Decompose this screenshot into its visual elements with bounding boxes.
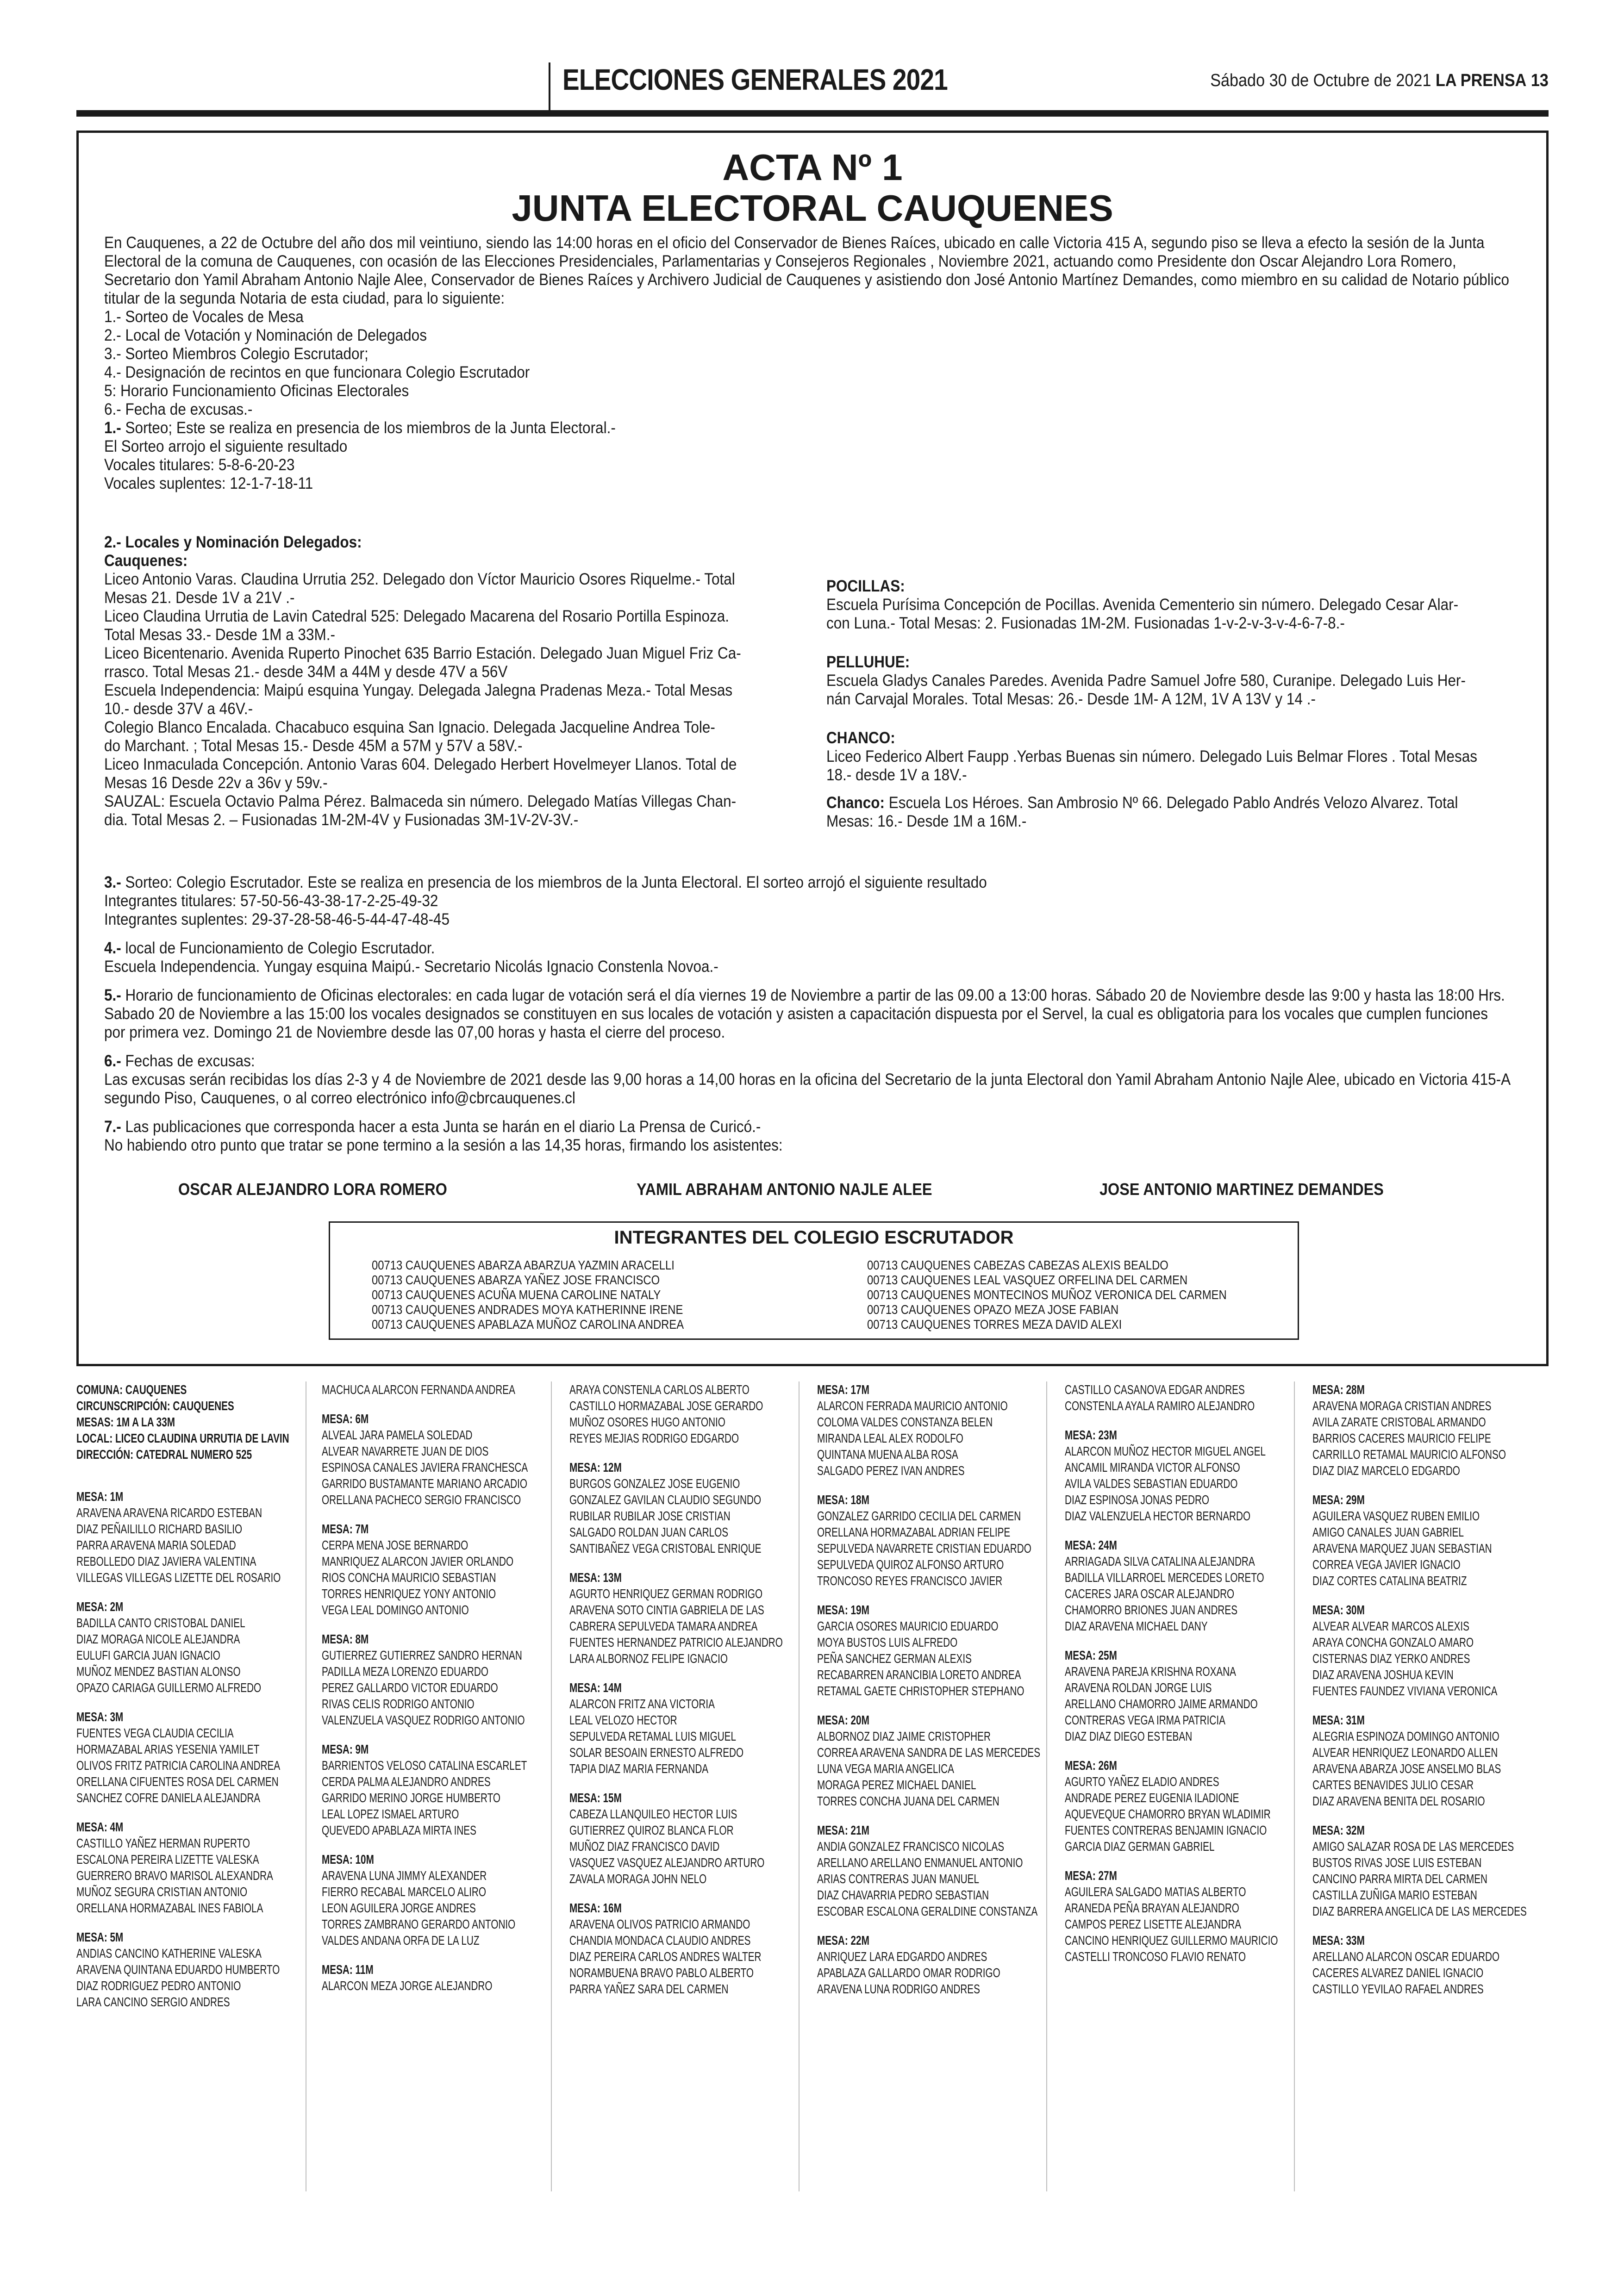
section-4-line: Escuela Independencia. Yungay esquina Maipú.- Secretario Nicolás Ignacio Constenla Novoa.- [104,958,718,976]
commune-line: nán Carvajal Morales. Total Mesas: 26.- Desde 1M- A 12M, 1V A 13V y 14 .- [826,690,1316,708]
agenda-list [104,308,1512,419]
vocal-name: DIAZ VALENZUELA HECTOR BERNARDO [1065,1509,1251,1523]
vocal-name: GARCIA OSORES MAURICIO EDUARDO [817,1619,999,1633]
agenda-item: 5: Horario Funcionamiento Oficinas Electorales [104,382,409,400]
vocal-name: GUTIERREZ GUTIERREZ SANDRO HERNAN [322,1648,522,1662]
vocal-name: TRONCOSO REYES FRANCISCO JAVIER [817,1574,1003,1588]
vocal-name: GUTIERREZ QUIROZ BLANCA FLOR [569,1823,734,1837]
section-2-right [826,577,1543,831]
vocal-name: DIAZ PEÑAILILLO RICHARD BASILIO [76,1522,243,1536]
vocal-name: ESCOBAR ESCALONA GERALDINE CONSTANZA [817,1904,1038,1918]
vocal-name: DIAZ CHAVARRIA PEDRO SEBASTIAN [817,1888,989,1902]
vocal-name: CACERES JARA OSCAR ALEJANDRO [1065,1587,1235,1601]
commune-title: POCILLAS: [826,577,905,595]
vocal-name: ARRIAGADA SILVA CATALINA ALEJANDRA [1065,1554,1255,1568]
mesa-header: MESA: 14M [569,1680,622,1695]
commune-line: Escuela Gladys Canales Paredes. Avenida Padre Samuel Jofre 580, Curanipe. Delegado Luis Her- [826,672,1466,690]
vocal-name: BADILLA CANTO CRISTOBAL DANIEL [76,1616,245,1630]
mesa-header: MESA: 1M [76,1489,124,1504]
vocal-name: OLIVOS FRITZ PATRICIA CAROLINA ANDREA [76,1758,281,1773]
vocal-name: GONZALEZ GAVILAN CLAUDIO SEGUNDO [569,1493,762,1507]
mesa-header: MESA: 2M [76,1599,124,1614]
vocal-name: RETAMAL GAETE CHRISTOPHER STEPHANO [817,1684,1024,1698]
colegio-member: 00713 CAUQUENES ANDRADES MOYA KATHERINNE IRENE [372,1302,683,1317]
vocal-name: CHANDIA MONDACA CLAUDIO ANDRES [569,1933,751,1948]
vocal-name: SEPULVEDA RETAMAL LUIS MIGUEL [569,1729,737,1743]
vocal-name: ANDRADE PEREZ EUGENIA ILADIONE [1065,1791,1239,1805]
vocal-name: FUENTES FAUNDEZ VIVIANA VERONICA [1312,1684,1498,1698]
mesa-header: MESA: 27M [1065,1868,1117,1883]
vocal-name: ALVEAL JARA PAMELA SOLEDAD [322,1428,473,1442]
page-number: 13 [1530,71,1549,90]
section-1-line: El Sorteo arrojo el siguiente resultado [104,437,348,455]
vocal-name: LEAL LOPEZ ISMAEL ARTURO [322,1807,459,1821]
vocal-name: LUNA VEGA MARIA ANGELICA [817,1761,954,1776]
vocal-name: BURGOS GONZALEZ JOSE EUGENIO [569,1476,740,1491]
vocal-name: CASTILLA ZUÑIGA MARIO ESTEBAN [1312,1888,1477,1902]
vocal-name: SANCHEZ COFRE DANIELA ALEJANDRA [76,1791,261,1805]
section-title: ELECCIONES GENERALES 2021 [562,63,948,96]
vocal-name: ARAVENA LUNA JIMMY ALEXANDER [322,1868,487,1883]
vocal-name: PEREZ GALLARDO VICTOR EDUARDO [322,1680,498,1695]
vocal-name: CASTILLO HORMAZABAL JOSE GERARDO [569,1399,763,1413]
mesa-header: MESA: 11M [322,1962,374,1977]
vocal-name: VALENZUELA VASQUEZ RODRIGO ANTONIO [322,1713,525,1727]
vocal-name: VASQUEZ VASQUEZ ALEJANDRO ARTURO [569,1855,765,1870]
mesa-header: MESA: 33M [1312,1933,1365,1948]
section-1: 1.- Sorteo; Este se realiza en presencia de los miembros de la Junta Electoral.- [104,419,616,437]
local-line: Mesas 21. Desde 1V a 21V .- [104,589,295,607]
mesa-header: MESA: 29M [1312,1493,1365,1507]
section-7: 7.- Las publicaciones que corresponda hacer a esta Junta se harán en el diario La Prensa de Curicó.- [104,1118,761,1136]
vocal-name: TAPIA DIAZ MARIA FERNANDA [569,1761,709,1776]
vocal-name: CHAMORRO BRIONES JUAN ANDRES [1065,1603,1238,1617]
vocal-name: ALVEAR NAVARRETE JUAN DE DIOS [322,1444,489,1458]
colegio-member: 00713 CAUQUENES ABARZA ABARZUA YAZMIN ARACELLI [372,1258,675,1272]
vocal-name: GARCIA DIAZ GERMAN GABRIEL [1065,1839,1215,1854]
vocal-name: ARAVENA ROLDAN JORGE LUIS [1065,1680,1212,1695]
vocal-name: CARRILLO RETAMAL MAURICIO ALFONSO [1312,1447,1506,1462]
local-line: dia. Total Mesas 2. – Fusionadas 1M-2M-4V y Fusionadas 3M-1V-2V-3V.- [104,811,579,829]
column-4 [817,1381,1049,1997]
commune-line: Liceo Federico Albert Faupp .Yerbas Buenas sin número. Delegado Luis Belmar Flores . Total Mesas [826,747,1478,765]
mesa-header: MESA: 12M [569,1460,622,1475]
column-5 [1065,1381,1296,1965]
vocal-name: SOLAR BESOAIN ERNESTO ALFREDO [569,1745,744,1760]
vocal-name: ALEGRIA ESPINOZA DOMINGO ANTONIO [1312,1729,1499,1743]
vocal-name: ARELLANO CHAMORRO JAIME ARMANDO [1065,1697,1258,1711]
vocal-name: ALARCON MEZA JORGE ALEJANDRO [322,1979,493,1993]
section-2-title: 2.- Locales y Nominación Delegados: [104,533,362,551]
vocal-name: MIRANDA LEAL ALEX RODOLFO [817,1431,963,1445]
vocal-name: CANCINO PARRA MIRTA DEL CARMEN [1312,1872,1488,1886]
vocal-name: MUÑOZ MENDEZ BASTIAN ALONSO [76,1664,241,1679]
vocal-name: CARTES BENAVIDES JULIO CESAR [1312,1778,1474,1792]
vocal-name: DIAZ BARRERA ANGELICA DE LAS MERCEDES [1312,1904,1527,1918]
vocal-name: CISTERNAS DIAZ YERKO ANDRES [1312,1651,1470,1666]
colegio-title: INTEGRANTES DEL COLEGIO ESCRUTADOR [614,1227,1014,1248]
vocal-name: EULUFI GARCIA JUAN IGNACIO [76,1648,220,1662]
vocal-name: ORELLANA HORMAZABAL INES FABIOLA [76,1901,263,1915]
mesa-header: MESA: 13M [569,1570,622,1585]
column-2 [322,1381,553,1994]
local-line: do Marchant. ; Total Mesas 15.- Desde 45M a 57M y 57V a 58V.- [104,737,523,755]
vocal-name: CASTILLO YEVILAO RAFAEL ANDRES [1312,1982,1484,1996]
mesa-header: MESA: 3M [76,1710,124,1724]
section-3: 3.- Sorteo: Colegio Escrutador. Este se realiza en presencia de los miembros de la Junta Electoral. El sorteo arrojó el siguiente resultado [104,873,987,891]
vocal-name: MOYA BUSTOS LUIS ALFREDO [817,1635,958,1649]
colegio-member: 00713 CAUQUENES ABARZA YAÑEZ JOSE FRANCISCO [372,1273,660,1287]
colegio-list-left [372,1258,684,1332]
mesa-header: MESA: 20M [817,1713,869,1727]
signature-notario: JOSE ANTONIO MARTINEZ DEMANDES [1099,1180,1384,1199]
section-6-text: Las excusas serán recibidas los días 2-3 y 4 de Noviembre de 2021 desde las 9,00 horas a 14,00 horas en la oficina del Secretario de la junta Electoral don Yamil Abraham Antonio Najle Alee, ubicado en Victoria 415-A segundo Piso, Cauquenes, o al correo electrónico info@cbrcauquenes.cl [104,1070,1510,1107]
vocal-name: ANDIA GONZALEZ FRANCISCO NICOLAS [817,1839,1005,1854]
vocal-name: AVILA ZARATE CRISTOBAL ARMANDO [1312,1415,1486,1429]
local-line: Colegio Blanco Encalada. Chacabuco esquina San Ignacio. Delegada Jacqueline Andrea Tole- [104,718,715,736]
vocal-name: ALARCON FRITZ ANA VICTORIA [569,1697,715,1711]
mesa-info-line: MESAS: 1M A LA 33M [76,1415,175,1429]
mesa-header: MESA: 21M [817,1823,869,1837]
commune-line: Escuela Purísima Concepción de Pocillas. Avenida Cementerio sin número. Delegado Cesar Alar- [826,596,1459,614]
vocal-name: OPAZO CARIAGA GUILLERMO ALFREDO [76,1680,262,1695]
vocal-name: ESCALONA PEREIRA LIZETTE VALESKA [76,1852,259,1867]
signature-presidente: OSCAR ALEJANDRO LORA ROMERO [178,1180,447,1199]
vocal-name: MUÑOZ DIAZ FRANCISCO DAVID [569,1839,720,1854]
column-1 [76,1381,308,2010]
commune-title: CHANCO: [826,729,895,747]
mesa-header: MESA: 28M [1312,1382,1365,1397]
header-dateline [1210,71,1549,91]
local-line: Escuela Independencia: Maipú esquina Yungay. Delegada Jalegna Pradenas Meza.- Total Mesas [104,681,733,699]
vocal-name: AQUEVEQUE CHAMORRO BRYAN WLADIMIR [1065,1807,1271,1821]
local-line: Liceo Claudina Urrutia de Lavin Catedral 525: Delegado Macarena del Rosario Portilla Espinoza. [104,607,730,625]
vocal-name: FIERRO RECABAL MARCELO ALIRO [322,1885,487,1899]
vocal-name: ANDIAS CANCINO KATHERINE VALESKA [76,1946,262,1960]
vocal-name: RIOS CONCHA MAURICIO SEBASTIAN [322,1570,496,1585]
acta-box [76,131,1549,1366]
colegio-member: 00713 CAUQUENES OPAZO MEZA JOSE FABIAN [867,1302,1119,1317]
vocal-name: CORREA ARAVENA SANDRA DE LAS MERCEDES [817,1745,1041,1760]
newspaper-name: LA PRENSA [1436,71,1527,90]
vocal-name: AGURTO YAÑEZ ELADIO ANDRES [1065,1774,1219,1789]
vocal-name: LEAL VELOZO HECTOR [569,1713,677,1727]
vocal-name: ARAVENA ARAVENA RICARDO ESTEBAN [76,1506,262,1520]
vocal-name: VALDES ANDANA ORFA DE LA LUZ [322,1933,480,1948]
section-2-city: Cauquenes: [104,552,188,570]
mesa-header: MESA: 5M [76,1930,124,1944]
vocal-name: ARIAS CONTRERAS JUAN MANUEL [817,1872,979,1886]
vocal-name: LARA CANCINO SERGIO ANDRES [76,1995,230,2009]
integrantes-titulares: Integrantes titulares: 57-50-56-43-38-17-2-25-49-32 [104,892,438,910]
vocal-name: ARAYA CONCHA GONZALO AMARO [1312,1635,1474,1649]
vocal-name: SANTIBAÑEZ VEGA CRISTOBAL ENRIQUE [569,1541,762,1556]
acta-title: ACTA Nº 1 [722,147,903,188]
vocal-name: DIAZ RODRIGUEZ PEDRO ANTONIO [76,1979,241,1993]
section-4: 4.- local de Funcionamiento de Colegio Escrutador. [104,939,435,957]
mesa-header: MESA: 8M [322,1632,369,1646]
vocales-titulares: Vocales titulares: 5-8-6-20-23 [104,456,295,474]
vocal-name: GARRIDO MERINO JORGE HUMBERTO [322,1791,501,1805]
vocal-name: DIAZ ARAVENA BENITA DEL ROSARIO [1312,1794,1485,1808]
vocal-name: CONSTENLA AYALA RAMIRO ALEJANDRO [1065,1399,1255,1413]
vocal-name: NORAMBUENA BRAVO PABLO ALBERTO [569,1966,754,1980]
vocal-name: ARAVENA PAREJA KRISHNA ROXANA [1065,1664,1237,1679]
mesa-info-line: CIRCUNSCRIPCIÓN: CAUQUENES [76,1399,234,1413]
commune-title: PELLUHUE: [826,653,910,671]
mesa-header: MESA: 7M [322,1522,369,1536]
vocal-name: PARRA ARAVENA MARIA SOLEDAD [76,1538,236,1552]
vocal-name: ALARCON FERRADA MAURICIO ANTONIO [817,1399,1008,1413]
chanco-escuela-line: Mesas: 16.- Desde 1M a 16M.- [826,812,1027,830]
vocal-name: VEGA LEAL DOMINGO ANTONIO [322,1603,469,1617]
colegio-member: 00713 CAUQUENES APABLAZA MUÑOZ CAROLINA ANDREA [372,1317,684,1332]
vocal-name: ALARCON MUÑOZ HECTOR MIGUEL ANGEL [1065,1444,1266,1458]
colegio-list-right [867,1258,1227,1332]
vocal-name: MACHUCA ALARCON FERNANDA ANDREA [322,1382,515,1397]
local-line: Mesas 16 Desde 22v a 36v y 59v.- [104,774,328,792]
vocal-name: SEPULVEDA QUIROZ ALFONSO ARTURO [817,1557,1004,1572]
vocal-name: CABRERA SEPULVEDA TAMARA ANDREA [569,1619,758,1633]
vocal-name: AGUILERA SALGADO MATIAS ALBERTO [1065,1885,1246,1899]
mesa-header: MESA: 16M [569,1901,622,1915]
vocal-name: PADILLA MEZA LORENZO EDUARDO [322,1664,489,1679]
vocal-name: REBOLLEDO DIAZ JAVIERA VALENTINA [76,1554,256,1568]
vocal-name: ARAVENA QUINTANA EDUARDO HUMBERTO [76,1962,280,1977]
vocal-name: RECABARREN ARANCIBIA LORETO ANDREA [817,1668,1021,1682]
local-line: SAUZAL: Escuela Octavio Palma Pérez. Balmaceda sin número. Delegado Matías Villegas Chan- [104,792,737,810]
signature-secretario: YAMIL ABRAHAM ANTONIO NAJLE ALEE [637,1180,932,1199]
vocal-name: QUINTANA MUENA ALBA ROSA [817,1447,958,1462]
section-6: 6.- Fechas de excusas: [104,1052,255,1070]
vocal-name: ALVEAR ALVEAR MARCOS ALEXIS [1312,1619,1469,1633]
vocal-name: CASTELLI TRONCOSO FLAVIO RENATO [1065,1949,1246,1964]
vocal-name: ANCAMIL MIRANDA VICTOR ALFONSO [1065,1460,1240,1475]
vocal-name: DIAZ PEREIRA CARLOS ANDRES WALTER [569,1949,762,1964]
vocal-name: ARAVENA MORAGA CRISTIAN ANDRES [1312,1399,1492,1413]
vocal-name: CANCINO HENRIQUEZ GUILLERMO MAURICIO [1065,1933,1278,1948]
vocal-name: ARAVENA SOTO CINTIA GABRIELA DE LAS [569,1603,764,1617]
colegio-member: 00713 CAUQUENES LEAL VASQUEZ ORFELINA DEL CARMEN [867,1273,1188,1287]
vocal-name: ORELLANA PACHECO SERGIO FRANCISCO [322,1493,521,1507]
agenda-item: 6.- Fecha de excusas.- [104,400,253,418]
colegio-escrutador-box [329,1221,1299,1340]
vocal-name: CAMPOS PEREZ LISETTE ALEJANDRA [1065,1917,1242,1931]
vocal-name: REYES MEJIAS RODRIGO EDGARDO [569,1431,739,1445]
vocales-suplentes: Vocales suplentes: 12-1-7-18-11 [104,474,313,492]
vocal-name: CASTILLO YAÑEZ HERMAN RUPERTO [76,1836,250,1850]
cauquenes-locales [104,570,837,829]
vocal-name: COLOMA VALDES CONSTANZA BELEN [817,1415,993,1429]
vocal-name: TORRES ZAMBRANO GERARDO ANTONIO [322,1917,516,1931]
vocal-name: PARRA YAÑEZ SARA DEL CARMEN [569,1982,729,1996]
agenda-item: 1.- Sorteo de Vocales de Mesa [104,308,304,326]
vocal-name: SALGADO ROLDAN JUAN CARLOS [569,1525,729,1539]
mesa-header: MESA: 9M [322,1742,369,1756]
vocal-name: DIAZ DIAZ MARCELO EDGARDO [1312,1463,1460,1478]
commune-line: con Luna.- Total Mesas: 2. Fusionadas 1M-2M. Fusionadas 1-v-2-v-3-v-4-6-7-8.- [826,614,1345,632]
vocal-name: SALGADO PEREZ IVAN ANDRES [817,1463,965,1478]
vocal-name: DIAZ MORAGA NICOLE ALEJANDRA [76,1632,240,1646]
vocal-name: GONZALEZ GARRIDO CECILIA DEL CARMEN [817,1509,1021,1523]
vocal-name: LEON AGUILERA JORGE ANDRES [322,1901,476,1915]
other-communes [826,577,1543,784]
vocal-name: AMIGO CANALES JUAN GABRIEL [1312,1525,1464,1539]
colegio-member: 00713 CAUQUENES CABEZAS CABEZAS ALEXIS BEALDO [867,1258,1168,1272]
vocal-name: VILLEGAS VILLEGAS LIZETTE DEL ROSARIO [76,1570,281,1585]
mesa-info-line: COMUNA: CAUQUENES [76,1382,187,1397]
vocal-name: ORELLANA HORMAZABAL ADRIAN FELIPE [817,1525,1011,1539]
vocales-columns [76,1381,1549,2289]
vocal-name: CASTILLO CASANOVA EDGAR ANDRES [1065,1382,1245,1397]
vocal-name: ARANEDA PEÑA BRAYAN ALEJANDRO [1065,1901,1239,1915]
mesa-header: MESA: 22M [817,1933,869,1948]
sections-3-7 [104,873,1512,1155]
vocal-name: ARELLANO ARELLANO ENMANUEL ANTONIO [817,1855,1023,1870]
section-2-left [104,533,837,829]
vocal-name: RIVAS CELIS RODRIGO ANTONIO [322,1697,475,1711]
vocal-name: CORREA VEGA JAVIER IGNACIO [1312,1557,1461,1572]
vocal-name: LARA ALBORNOZ FELIPE IGNACIO [569,1651,728,1666]
vocal-name: QUEVEDO APABLAZA MIRTA INES [322,1823,476,1837]
agenda-item: 3.- Sorteo Miembros Colegio Escrutador; [104,345,369,363]
vocal-name: BARRIENTOS VELOSO CATALINA ESCARLET [322,1758,527,1773]
vocal-name: BARRIOS CACERES MAURICIO FELIPE [1312,1431,1491,1445]
vocal-name: FUENTES CONTRERAS BENJAMIN IGNACIO [1065,1823,1267,1837]
vocal-name: CERPA MENA JOSE BERNARDO [322,1538,468,1552]
local-line: Liceo Bicentenario. Avenida Ruperto Pinochet 635 Barrio Estación. Delegado Juan Miguel Friz Ca- [104,644,741,662]
vocal-name: AVILA VALDES SEBASTIAN EDUARDO [1065,1476,1238,1491]
vocal-name: ARAVENA OLIVOS PATRICIO ARMANDO [569,1917,750,1931]
vocal-name: ARELLANO ALARCON OSCAR EDUARDO [1312,1949,1500,1964]
mesa-header: MESA: 10M [322,1852,374,1867]
mesa-header: MESA: 31M [1312,1713,1365,1727]
vocal-name: ORELLANA CIFUENTES ROSA DEL CARMEN [76,1774,279,1789]
colegio-member: 00713 CAUQUENES MONTECINOS MUÑOZ VERONICA DEL CARMEN [867,1288,1227,1302]
vocal-name: MUÑOZ OSORES HUGO ANTONIO [569,1415,725,1429]
column-6 [1312,1381,1544,1997]
vocal-name: APABLAZA GALLARDO OMAR RODRIGO [817,1966,1000,1980]
vocal-name: ARAVENA LUNA RODRIGO ANDRES [817,1982,980,1996]
vocal-name: RUBILAR RUBILAR JOSE CRISTIAN [569,1509,731,1523]
commune-line: 18.- desde 1V a 18V.- [826,766,967,784]
section-5: 5.- Horario de funcionamiento de Oficinas electorales: en cada lugar de votación será el día viernes 19 de Noviembre a partir de las 09.00 a 13:00 horas. Sábado 20 de Noviembre desde las 9:00 y hasta las 18:00 Hrs. Sabado 20 de Noviembre a las 15:00 los vocales designados se constituyen en sus locales de votación y asisten a capacitación dispuesta por el Servel, la cual es obligatoria para los vocales que cumplen funciones por primera vez. Domingo 21 de Noviembre desde las 07,00 horas y hasta el cierre del proceso. [104,986,1505,1041]
vocal-name: BUSTOS RIVAS JOSE LUIS ESTEBAN [1312,1855,1482,1870]
chanco-escuela: Chanco: Escuela Los Héroes. San Ambrosio Nº 66. Delegado Pablo Andrés Velozo Alvarez. Total [826,794,1458,812]
vocal-name: MANRIQUEZ ALARCON JAVIER ORLANDO [322,1554,514,1568]
vocal-name: AGUILERA VASQUEZ RUBEN EMILIO [1312,1509,1480,1523]
header-divider [549,62,550,113]
vocal-name: MUÑOZ SEGURA CRISTIAN ANTONIO [76,1885,248,1899]
mesa-header: MESA: 25M [1065,1648,1117,1662]
page-header [76,62,1549,118]
mesa-header: MESA: 23M [1065,1428,1117,1442]
mesa-header: MESA: 26M [1065,1758,1117,1773]
mesa-header: MESA: 4M [76,1820,124,1834]
local-line: rrasco. Total Mesas 21.- desde 34M a 44M y desde 47V a 56V [104,663,508,681]
vocal-name: ARAVENA MARQUEZ JUAN SEBASTIAN [1312,1541,1492,1556]
vocal-name: ALVEAR HENRIQUEZ LEONARDO ALLEN [1312,1745,1498,1760]
column-3 [569,1381,801,1997]
mesa-info-line: DIRECCIÓN: CATEDRAL NUMERO 525 [76,1447,252,1462]
acta-intro: En Cauquenes, a 22 de Octubre del año dos mil veintiuno, siendo las 14:00 horas en el oficio del Conservador de Bienes Raíces, ubicado en calle Victoria 415 A, segundo piso se lleva a efecto la sesión de la Junta Electoral de la comuna de Cauquenes, con ocasión de las Elecciones Presidenciales, Parlamentarias y Consejeros Regionales , Noviembre 2021, actuando como Presidente don Oscar Alejandro Lora Romero, Secretario don Yamil Abraham Antonio Najle Alee, Conservador de Bienes Raíces y Archivero Judicial de Cauquenes y asistiendo don José Antonio Martínez Demandes, como miembro en su calidad de Notario público titular de la segunda Notaria de esta ciudad, para lo siguiente: [104,234,1510,307]
colegio-member: 00713 CAUQUENES ACUÑA MUENA CAROLINE NATALY [372,1288,661,1302]
mesa-header: MESA: 6M [322,1412,369,1426]
vocal-name: PEÑA SANCHEZ GERMAN ALEXIS [817,1651,972,1666]
mesa-header: MESA: 15M [569,1791,622,1805]
vocal-name: BADILLA VILLARROEL MERCEDES LORETO [1065,1570,1264,1585]
mesa-header: MESA: 17M [817,1382,869,1397]
local-line: Total Mesas 33.- Desde 1M a 33M.- [104,626,335,644]
local-line: Liceo Antonio Varas. Claudina Urrutia 252. Delegado don Víctor Mauricio Osores Riquelme.- Total [104,570,735,588]
vocal-name: AGURTO HENRIQUEZ GERMAN RODRIGO [569,1587,763,1601]
agenda-item: 2.- Local de Votación y Nominación de Delegados [104,326,427,344]
vocal-name: ZAVALA MORAGA JOHN NELO [569,1872,707,1886]
mesa-header: MESA: 18M [817,1493,869,1507]
local-line: 10.- desde 37V a 46V.- [104,700,253,718]
local-line: Liceo Inmaculada Concepción. Antonio Varas 604. Delegado Herbert Hovelmeyer Llanos. Total de [104,755,737,773]
section-7-line: No habiendo otro punto que tratar se pone termino a la sesión a las 14,35 horas, firmando los asistentes: [104,1136,783,1154]
integrantes-suplentes: Integrantes suplentes: 29-37-28-58-46-5-44-47-48-45 [104,910,450,928]
mesa-header: MESA: 19M [817,1603,869,1617]
vocal-name: SEPULVEDA NAVARRETE CRISTIAN EDUARDO [817,1541,1031,1556]
vocal-name: CACERES ALVAREZ DANIEL IGNACIO [1312,1966,1484,1980]
vocal-name: ALBORNOZ DIAZ JAIME CRISTOPHER [817,1729,991,1743]
vocal-name: CONTRERAS VEGA IRMA PATRICIA [1065,1713,1225,1727]
colegio-member: 00713 CAUQUENES TORRES MEZA DAVID ALEXI [867,1317,1122,1332]
vocal-name: DIAZ ARAVENA JOSHUA KEVIN [1312,1668,1454,1682]
vocal-name: ARAVENA ABARZA JOSE ANSELMO BLAS [1312,1761,1501,1776]
vocal-name: ARAYA CONSTENLA CARLOS ALBERTO [569,1382,750,1397]
vocal-name: DIAZ DIAZ DIEGO ESTEBAN [1065,1729,1193,1743]
agenda-item: 4.- Designación de recintos en que funcionara Colegio Escrutador [104,363,530,381]
vocal-name: CABEZA LLANQUILEO HECTOR LUIS [569,1807,737,1821]
vocal-name: AMIGO SALAZAR ROSA DE LAS MERCEDES [1312,1839,1514,1854]
vocal-name: GUERRERO BRAVO MARISOL ALEXANDRA [76,1868,273,1883]
vocal-name: DIAZ CORTES CATALINA BEATRIZ [1312,1574,1467,1588]
mesa-header: MESA: 30M [1312,1603,1365,1617]
vocal-name: HORMAZABAL ARIAS YESENIA YAMILET [76,1742,260,1756]
vocal-name: DIAZ ARAVENA MICHAEL DANY [1065,1619,1208,1633]
header-rule [76,110,1549,117]
issue-date: Sábado 30 de Octubre de 2021 [1210,71,1431,90]
vocal-name: TORRES CONCHA JUANA DEL CARMEN [817,1794,999,1808]
vocal-name: FUENTES VEGA CLAUDIA CECILIA [76,1726,234,1740]
mesa-info-line: LOCAL: LICEO CLAUDINA URRUTIA DE LAVIN [76,1431,289,1445]
acta-body [104,234,1512,493]
vocal-name: ESPINOSA CANALES JAVIERA FRANCHESCA [322,1460,528,1475]
vocal-name: FUENTES HERNANDEZ PATRICIO ALEJANDRO [569,1635,783,1649]
vocal-name: GARRIDO BUSTAMANTE MARIANO ARCADIO [322,1476,527,1491]
vocal-name: DIAZ ESPINOSA JONAS PEDRO [1065,1493,1210,1507]
vocal-name: TORRES HENRIQUEZ YONY ANTONIO [322,1587,496,1601]
mesa-header: MESA: 24M [1065,1538,1117,1552]
vocal-name: MORAGA PEREZ MICHAEL DANIEL [817,1778,976,1792]
acta-subtitle: JUNTA ELECTORAL CAUQUENES [512,187,1113,229]
vocal-name: ANRIQUEZ LARA EDGARDO ANDRES [817,1949,987,1964]
mesa-header: MESA: 32M [1312,1823,1365,1837]
vocal-name: CERDA PALMA ALEJANDRO ANDRES [322,1774,491,1789]
